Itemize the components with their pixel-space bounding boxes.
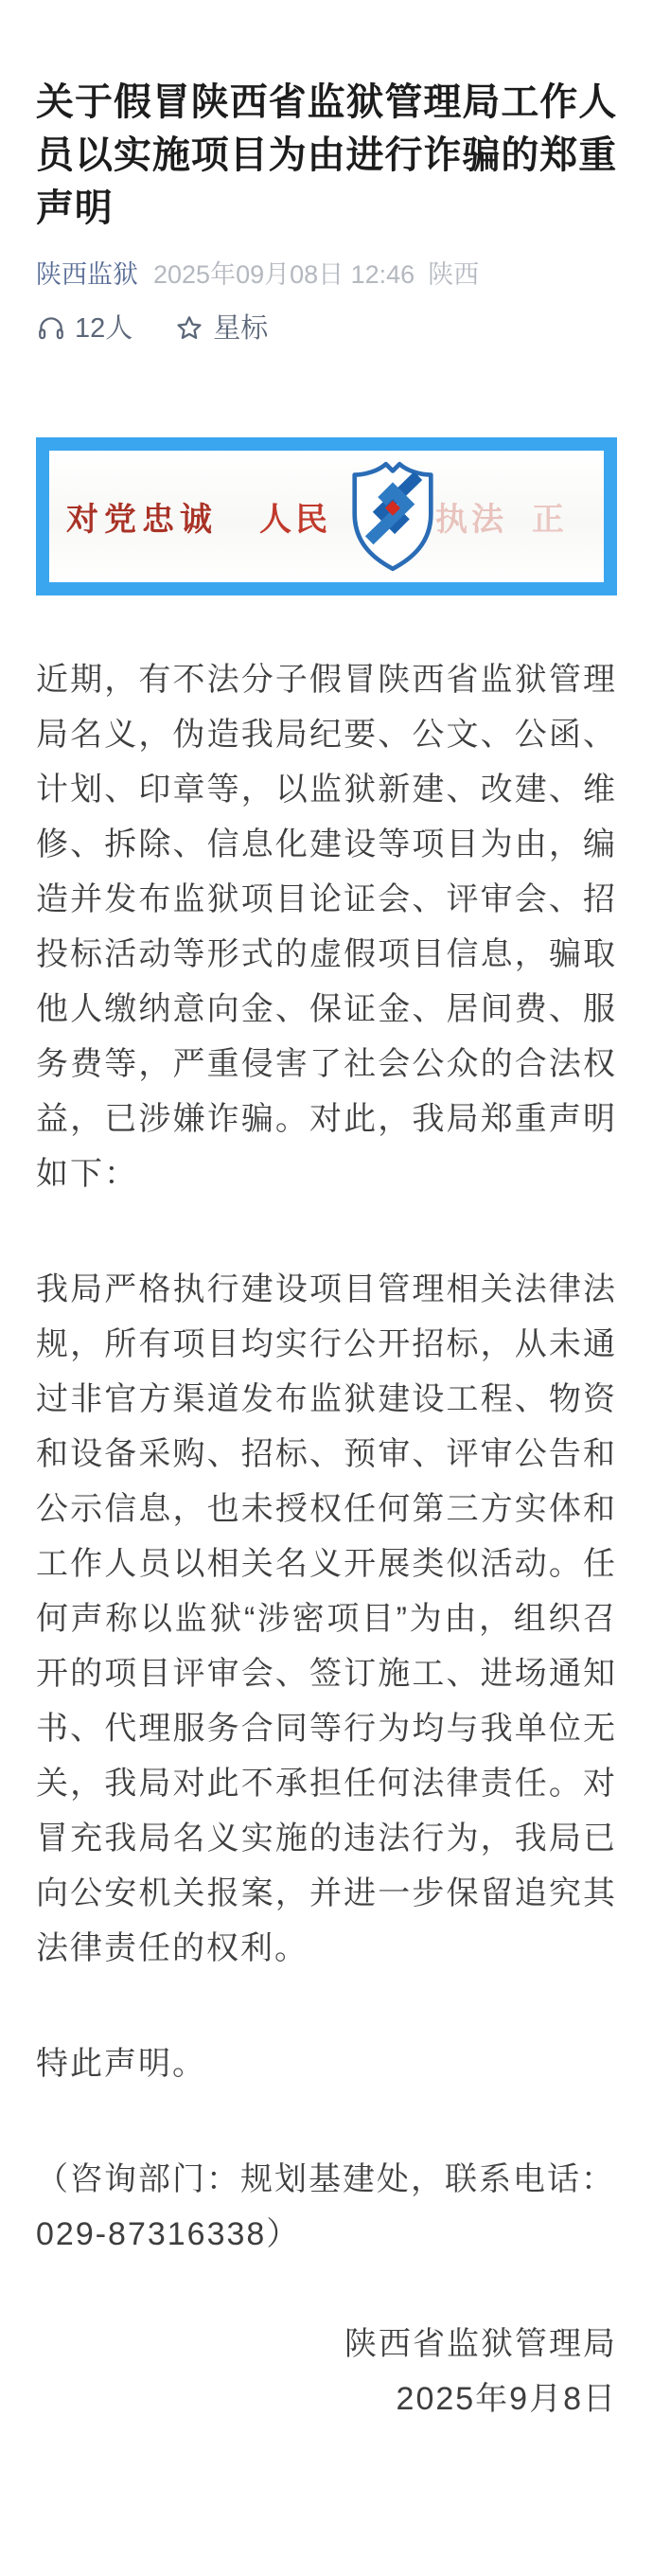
listen-count-button[interactable]	[36, 312, 132, 345]
publish-date: 2025年09月08日 12:46	[153, 260, 415, 289]
paragraph-1: 近期，有不法分子假冒陕西省监狱管理局名义，伪造我局纪要、公文、公函、计划、印章等，以监狱新建、改建、维修、拆除、信息化建设等项目为由，编造并发布监狱项目论证会、评审会、招投标活动等形式的虚假项目信息，骗取他人缴纳意向金、保证金、居间费、服务费等，严重侵害了社会公众的合法权益，已涉嫌诈骗。对此，我局郑重声明如下：	[36, 662, 617, 1192]
listen-count-label: 12人	[75, 313, 133, 344]
banner-slogan-people: 人民	[259, 501, 331, 539]
headphones-icon	[36, 313, 66, 344]
engagement-row	[36, 312, 617, 345]
banner-inner	[49, 451, 604, 582]
publish-location: 陕西	[428, 260, 480, 289]
star-button[interactable]	[174, 312, 268, 345]
shield-logo-icon	[337, 458, 449, 576]
signature-org: 陕西省监狱管理局	[344, 2326, 617, 2362]
contact-line-1: （咨询部门：规划基建处，联系电话：	[36, 2161, 615, 2197]
banner-slogan-law: 执法	[435, 501, 507, 539]
banner-slogan-justice: 正	[532, 501, 564, 539]
article-title: 关于假冒陕西省监狱管理局工作人员以实施项目为由进行诈骗的郑重声明	[36, 81, 617, 229]
star-icon	[174, 313, 204, 344]
contact-line-2: 029-87316338）	[36, 2216, 301, 2252]
account-link[interactable]: 陕西监狱	[36, 260, 138, 289]
banner-slogan-loyalty: 对党忠诚	[66, 501, 218, 539]
star-label: 星标	[213, 313, 269, 344]
contact-info	[36, 2152, 617, 2262]
signature-date: 2025年9月8日	[396, 2381, 617, 2417]
article-body	[36, 652, 617, 2426]
closing-line: 特此声明。	[36, 2046, 206, 2082]
banner-image[interactable]	[36, 437, 617, 595]
article-meta	[36, 259, 617, 290]
paragraph-2: 我局严格执行建设项目管理相关法律法规，所有项目均实行公开招标，从未通过非官方渠道发布监狱建设工程、物资和设备采购、招标、预审、评审公告和公示信息，也未授权任何第三方实体和工作人员以相关名义开展类似活动。任何声称以监狱“涉密项目”为由，组织召开的项目评审会、签订施工、进场通知书、代理服务合同等行为均与我单位无关，我局对此不承担任何法律责任。对冒充我局名义实施的违法行为，我局已向公安机关报案，并进一步保留追究其法律责任的权利。	[36, 1271, 617, 1966]
